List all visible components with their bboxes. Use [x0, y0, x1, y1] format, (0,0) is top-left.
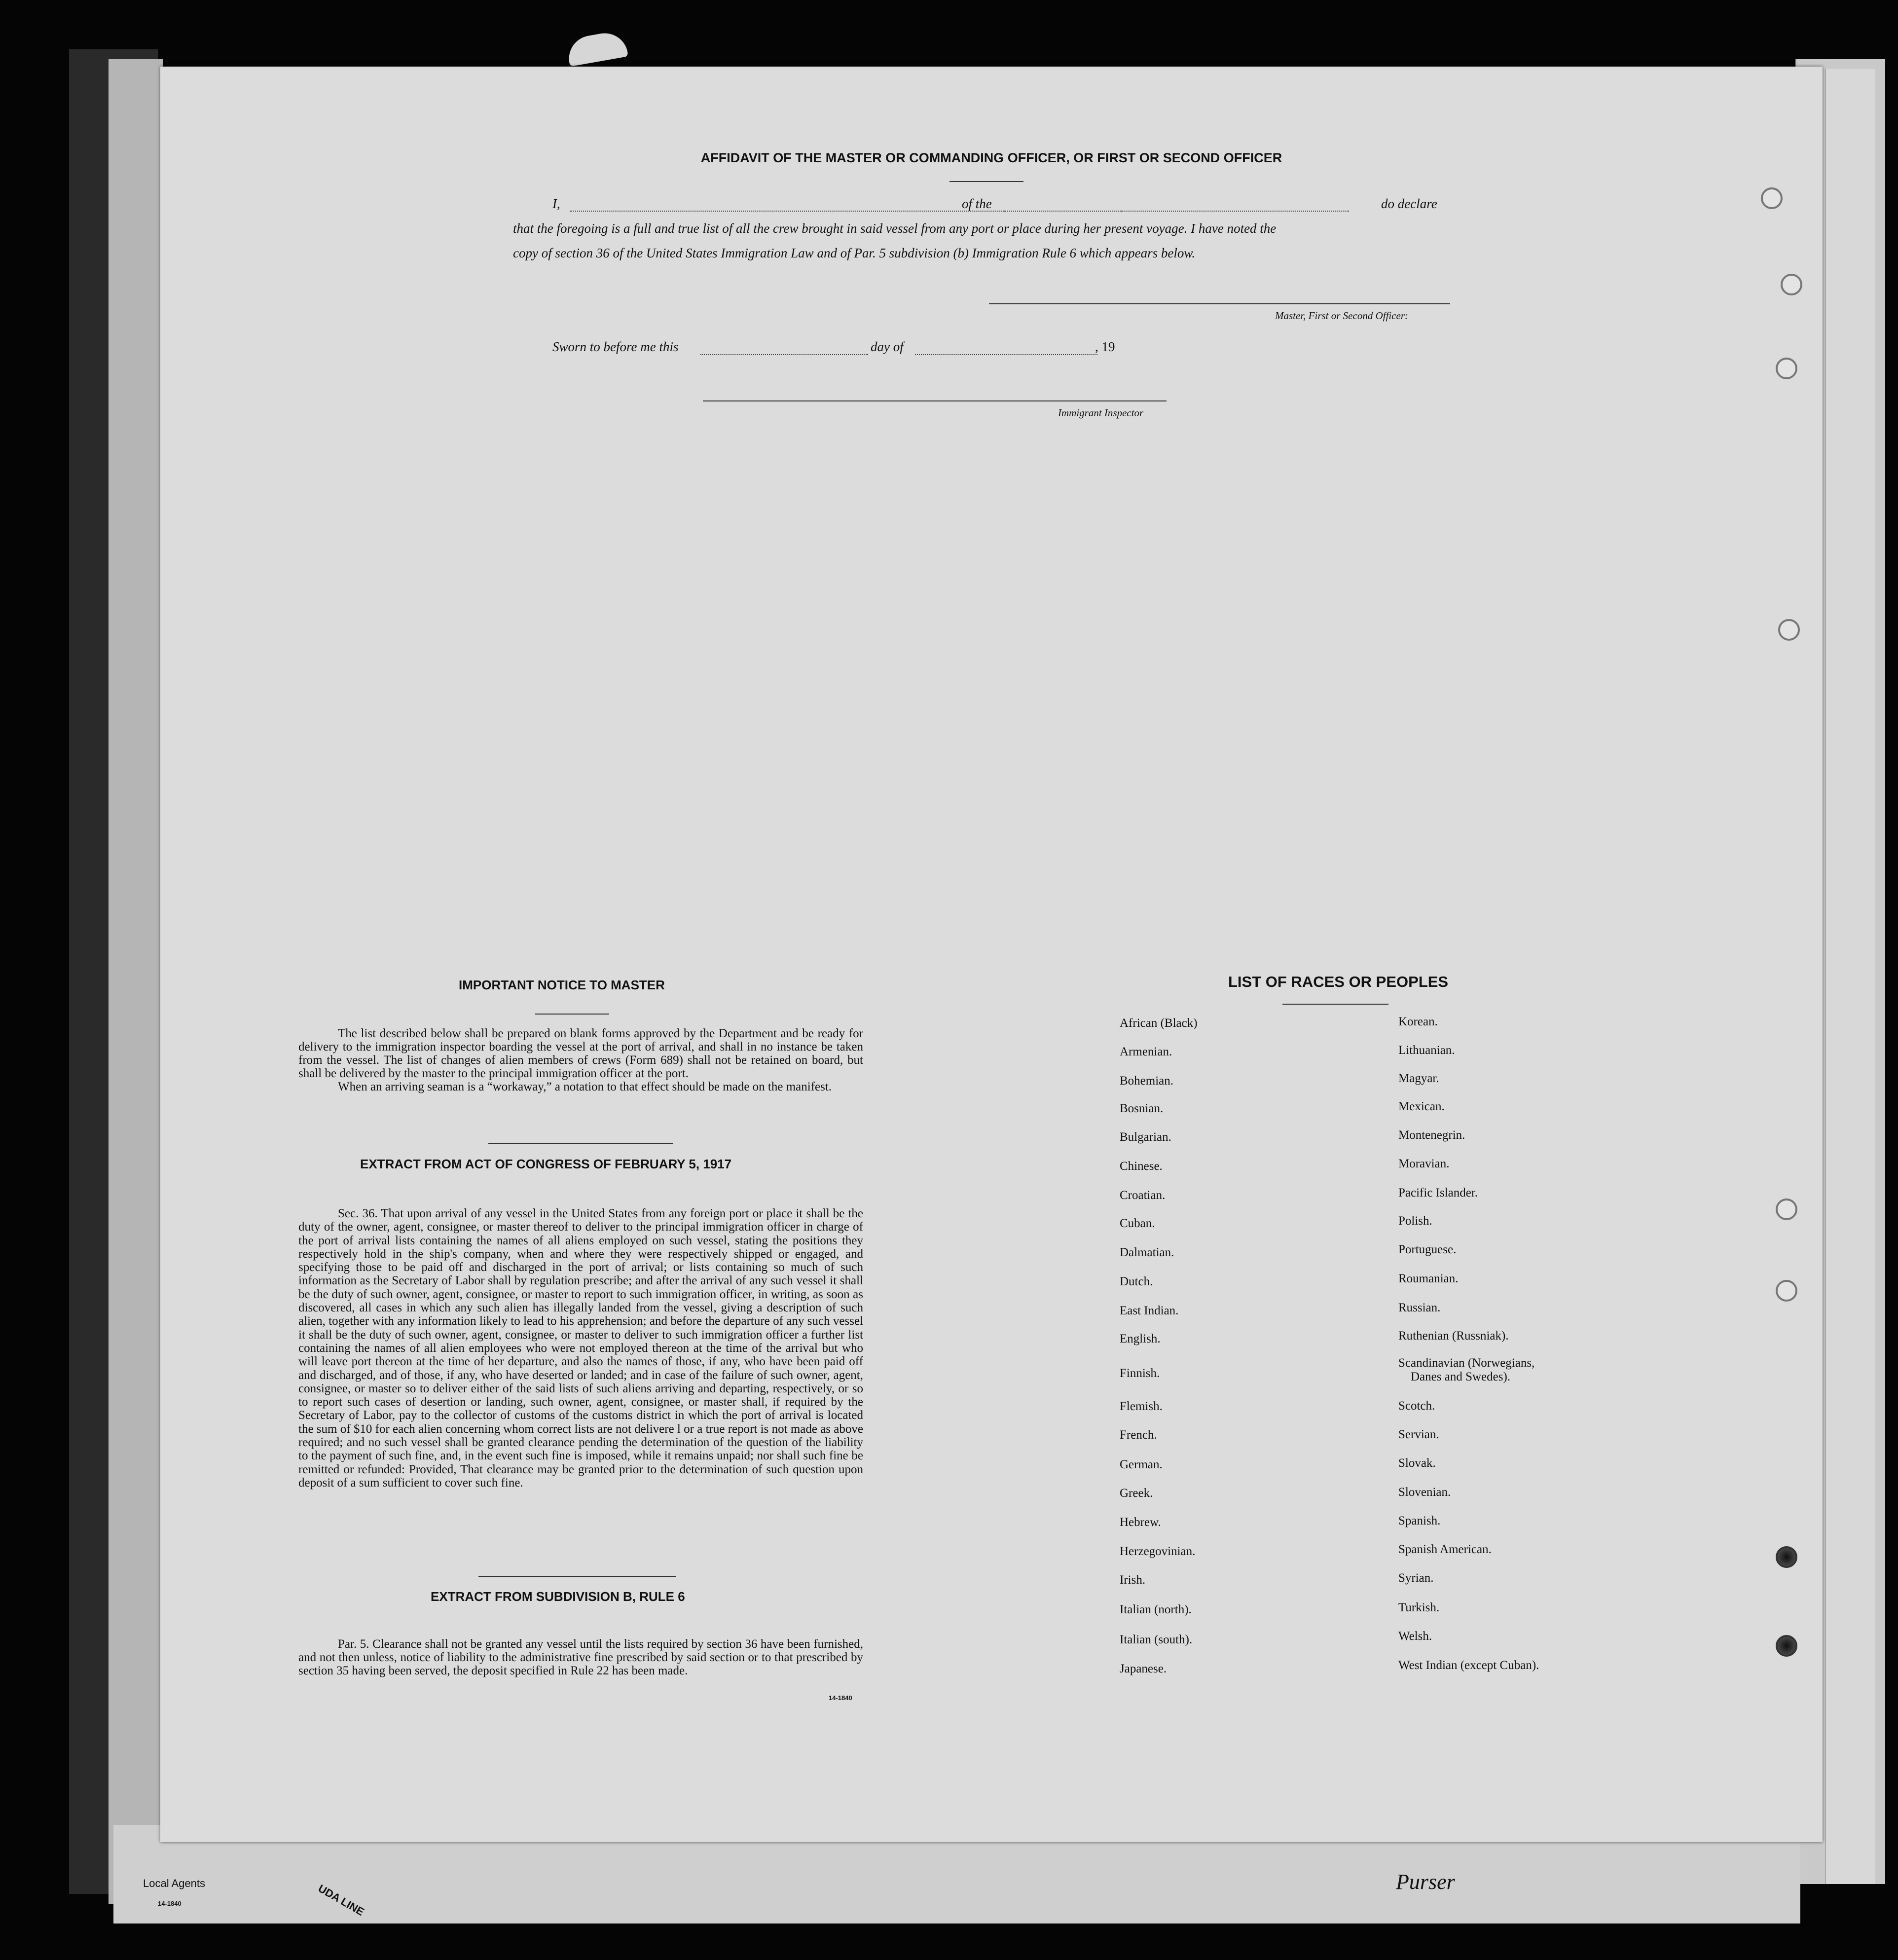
- rule-6-text: Par. 5. Clearance shall not be granted any vessel until the lists required by section 36 have been furnished, and not then unless, notice of liability to the administrative fine prescribed by said section or to that prescribed by section 35 having been served, the deposit specified in Rule 22 has been made.: [298, 1637, 863, 1677]
- section-36-text: Sec. 36. That upon arrival of any vessel in the United States from any foreign port or place it shall be the duty of the owner, agent, consignee, or master thereof to deliver to the principal immigration officer in charge of the port of arrival lists containing the names of all aliens employed on such vessel, stating the positions they respectively hold in the ship's company, when and where they were respectively shipped or engaged, and specifying those to be paid off and discharged in the port of arrival; or lists containing so much of such information as the Secretary of Labor shall by regulation prescribe; and after the arrival of any such vessel it shall be the duty of such owner, agent, consignee, or master to report to such immigration officer, in writing, as soon as discovered, all cases in which any such alien has illegally landed from the vessel, giving a description of such alien, together with any information likely to lead to his apprehension; and before the departure of any such vessel it shall be the duty of such owner, agent, consignee, or master to deliver to such immigration officer a further list containing the names of all alien employees who were not employed thereon at the time of the arrival but who will leave port thereon at the time of her departure, and also the names of those, if any, who have been paid off and discharged, and of those, if any, who have deserted or landed; and in case of the failure of such owner, agent, consignee, or master so to deliver either of the said lists of such aliens arriving and departing, respectively, or so to report such cases of desertion or landing, such owner, agent, consignee, or master shall, if required by the Secretary of Labor, pay to the collector of customs of the customs district in which the port of arrival is located the sum of $10 for each alien concerning whom correct lists are not delivere l or a true report is not made as above required; and no such vessel shall be granted clearance pending the determination of the question of the liability to the payment of such fine, and, in the event such fine is imposed, while it remains unpaid; nor shall such fine be remitted or refunded: Provided, That clearance may be granted prior to the determination of such question upon deposit of a sum sufficient to cover such fine.: [298, 1207, 863, 1489]
- underneath-form-number: 14-1840: [158, 1900, 182, 1907]
- race-item: Syrian.: [1398, 1571, 1434, 1585]
- race-item: Scandinavian (Norwegians,: [1398, 1356, 1535, 1370]
- race-item: Herzegovinian.: [1120, 1545, 1196, 1558]
- notice-paragraph-1: The list described below shall be prepared on blank forms approved by the Department and be ready for delivery to the immigration inspector boarding the vessel at the port of arrival, and shall in no instance be taken from the vessel. The list of changes of alien members of crews (Form 689) shall not be retained on board, but shall be delivered by the master to the principal immigration officer at the port.: [298, 1027, 863, 1080]
- affidavit-declare-label: do declare: [1381, 196, 1437, 211]
- races-title: LIST OF RACES OR PEOPLES: [1228, 973, 1449, 990]
- race-item: Finnish.: [1120, 1367, 1160, 1380]
- race-item: Italian (south).: [1120, 1633, 1193, 1646]
- signature-line[interactable]: [989, 303, 1450, 304]
- binder-hole-icon: [1776, 358, 1797, 379]
- race-item: Welsh.: [1398, 1630, 1432, 1643]
- binder-hole-icon: [1761, 187, 1783, 209]
- sworn-year-label: , 19: [1095, 339, 1115, 354]
- race-item: Pacific Islander.: [1398, 1186, 1478, 1199]
- race-item: Hebrew.: [1120, 1516, 1161, 1529]
- extract-act-title: EXTRACT FROM ACT OF CONGRESS OF FEBRUARY 5, 1917: [360, 1157, 732, 1171]
- race-item: German.: [1120, 1458, 1163, 1471]
- notice-body: [298, 1027, 863, 1093]
- race-item: Mexican.: [1398, 1100, 1445, 1113]
- notice-rule: [535, 1014, 609, 1015]
- purser-signature: Purser: [1396, 1870, 1455, 1894]
- race-item: Moravian.: [1398, 1157, 1450, 1170]
- local-agents-label: Local Agents: [143, 1877, 205, 1889]
- affidavit-line-2: that the foregoing is a full and true list of all the crew brought in said vessel from any port or place during her present voyage. I have noted the: [513, 221, 1277, 236]
- race-item: Bulgarian.: [1120, 1130, 1171, 1144]
- race-item: Slovenian.: [1398, 1486, 1451, 1499]
- sworn-day-line[interactable]: [700, 354, 868, 355]
- race-item: Polish.: [1398, 1214, 1432, 1228]
- extract-rule-title: EXTRACT FROM SUBDIVISION B, RULE 6: [431, 1589, 685, 1604]
- signature-label: Master, First or Second Officer:: [1275, 310, 1409, 322]
- race-item: Turkish.: [1398, 1601, 1440, 1614]
- race-item: Montenegrin.: [1398, 1128, 1465, 1142]
- race-item: Greek.: [1120, 1487, 1153, 1500]
- affidavit-title: AFFIDAVIT OF THE MASTER OR COMMANDING OFFICER, OR FIRST OR SECOND OFFICER: [700, 150, 1282, 165]
- sworn-month-line[interactable]: [915, 354, 1097, 355]
- affidavit-page: [160, 67, 1823, 1842]
- race-item: Flemish.: [1120, 1400, 1163, 1413]
- race-item: Ruthenian (Russniak).: [1398, 1329, 1509, 1343]
- race-item: West Indian (except Cuban).: [1398, 1659, 1539, 1672]
- race-item: Magyar.: [1398, 1072, 1439, 1085]
- race-item: Russian.: [1398, 1301, 1441, 1314]
- notice-title: IMPORTANT NOTICE TO MASTER: [459, 978, 665, 992]
- race-item: Armenian.: [1120, 1045, 1172, 1058]
- race-item: East Indian.: [1120, 1304, 1179, 1317]
- binder-hole-icon: [1776, 1546, 1797, 1568]
- race-item: French.: [1120, 1428, 1157, 1442]
- form-number: 14-1840: [829, 1694, 852, 1702]
- extract-rule-body: [298, 1637, 863, 1677]
- race-item: Spanish.: [1398, 1514, 1441, 1527]
- races-rule: [1282, 1004, 1388, 1005]
- notice-paragraph-2: When an arriving seaman is a “workaway,” a notation to that effect should be made on the manifest.: [338, 1080, 832, 1093]
- race-item: Irish.: [1120, 1573, 1146, 1587]
- race-item: Spanish American.: [1398, 1543, 1492, 1556]
- race-item: Servian.: [1398, 1428, 1439, 1441]
- extract-act-body: [298, 1207, 863, 1489]
- section-rule: [488, 1143, 673, 1144]
- binder-hole-icon: [1778, 619, 1800, 641]
- page-stack-left-edge: [109, 59, 163, 1904]
- torn-tab: [565, 30, 628, 67]
- race-item: Scotch.: [1398, 1399, 1435, 1413]
- race-item: Roumanian.: [1398, 1272, 1459, 1285]
- binder-hole-icon: [1776, 1280, 1797, 1302]
- race-item: Italian (north).: [1120, 1603, 1192, 1616]
- sworn-label: Sworn to before me this: [552, 339, 679, 354]
- binder-hole-icon: [1776, 1198, 1797, 1220]
- inspector-signature-line[interactable]: [703, 400, 1167, 401]
- affidavit-i-label: I,: [552, 196, 560, 211]
- race-item: Croatian.: [1120, 1189, 1166, 1202]
- vessel-name-line[interactable]: [1004, 211, 1349, 212]
- inspector-label: Immigrant Inspector: [1058, 407, 1144, 419]
- page-stack-right-edge: [1825, 69, 1875, 1884]
- affidavit-line-3: copy of section 36 of the United States Immigration Law and of Par. 5 subdivision (b) Immigration Rule 6 which appears below.: [513, 246, 1196, 260]
- race-item: Slovak.: [1398, 1456, 1436, 1470]
- race-item: Danes and Swedes).: [1411, 1370, 1511, 1383]
- race-item: Lithuanian.: [1398, 1044, 1455, 1057]
- line-name-label: UDA LINE: [316, 1882, 366, 1919]
- race-item: Bohemian.: [1120, 1074, 1174, 1088]
- binder-hole-icon: [1776, 1635, 1797, 1657]
- title-rule: [949, 181, 1023, 182]
- sworn-day-of-label: day of: [871, 339, 904, 354]
- race-item: Dutch.: [1120, 1275, 1153, 1288]
- race-item: African (Black): [1120, 1016, 1198, 1030]
- race-item: Chinese.: [1120, 1160, 1163, 1173]
- race-item: Bosnian.: [1120, 1102, 1164, 1115]
- race-item: Japanese.: [1120, 1662, 1167, 1675]
- race-item: Korean.: [1398, 1015, 1438, 1028]
- race-item: Portuguese.: [1398, 1243, 1457, 1256]
- section-rule: [478, 1576, 676, 1577]
- binder-hole-icon: [1781, 274, 1802, 295]
- race-item: Dalmatian.: [1120, 1246, 1174, 1259]
- race-item: Cuban.: [1120, 1217, 1155, 1230]
- race-item: English.: [1120, 1332, 1161, 1345]
- affidavit-of-the-label: of the: [962, 196, 992, 211]
